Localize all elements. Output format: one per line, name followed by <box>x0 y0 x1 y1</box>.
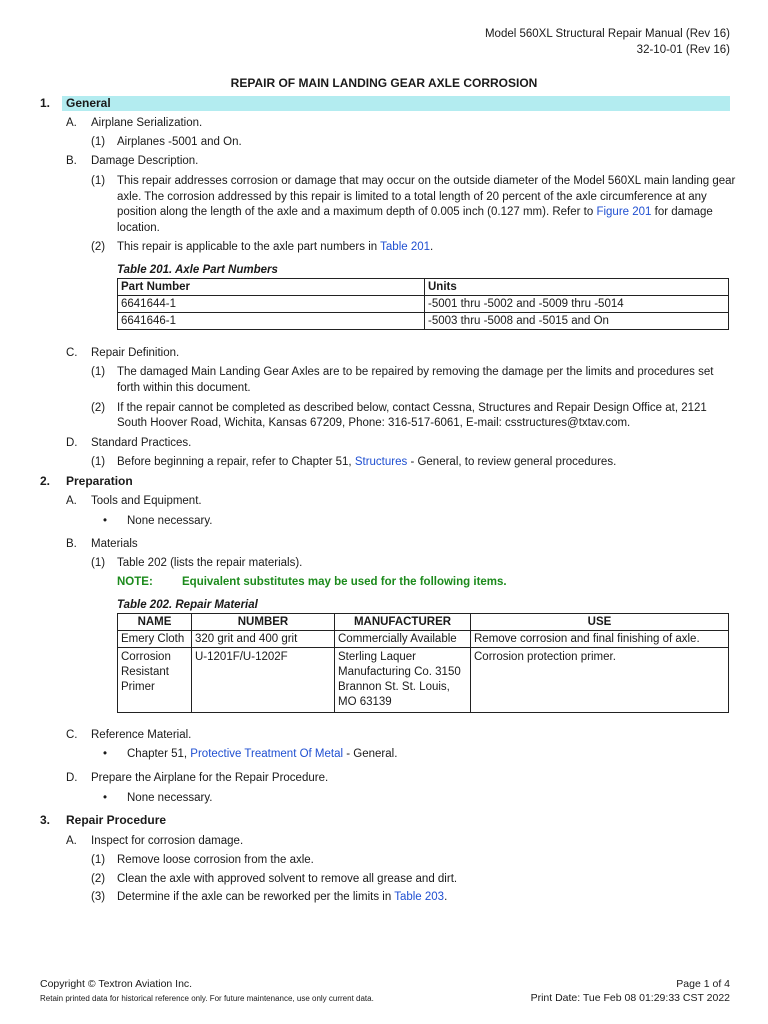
s2c-label: C. <box>66 729 78 741</box>
manual-title: Model 560XL Structural Repair Manual (Rev 16) <box>484 28 730 40</box>
table-cell: Corrosion protection primer. <box>471 648 729 713</box>
s2b-1-num: (1) <box>91 557 106 569</box>
section-number: 32-10-01 (Rev 16) <box>636 44 730 56</box>
table-cell: 6641646-1 <box>118 313 425 330</box>
bullet: • <box>103 792 108 804</box>
s1d-1-text: Before beginning a repair, refer to Chapter 51, Structures - General, to review general procedures. <box>117 456 617 468</box>
table-row <box>118 631 729 648</box>
bullet: • <box>103 515 108 527</box>
section-1-number: 1. <box>40 96 51 110</box>
s1b-label: B. <box>66 155 77 167</box>
s2c-text: Reference Material. <box>91 729 192 741</box>
table-201-header-units: Units <box>425 279 729 296</box>
page-number: Page 1 of 4 <box>676 978 730 990</box>
s1b-1-line1: This repair addresses corrosion or damage that may occur on the outside diameter of the Model 560XL main landing gear <box>117 175 736 187</box>
section-2-title: Preparation <box>66 474 133 488</box>
s2d-text: Prepare the Airplane for the Repair Procedure. <box>91 772 329 784</box>
s2b-label: B. <box>66 538 77 550</box>
s1c-1-line2: forth within this document. <box>117 382 251 394</box>
table-cell: 320 grit and 400 grit <box>192 631 335 648</box>
s1a-1-num: (1) <box>91 136 106 148</box>
s1b-1-line3: position along the length of the axle and a maximum depth of 0.005 inch (0.127 mm). Refer to Figure 201 for damage <box>117 206 713 218</box>
figure-201-link[interactable]: Figure 201 <box>596 206 652 218</box>
table-203-link[interactable]: Table 203 <box>394 891 445 903</box>
table-row <box>118 296 729 313</box>
s1b-2-num: (2) <box>91 241 106 253</box>
s1a-1-text: Airplanes -5001 and On. <box>117 136 242 148</box>
s2a-label: A. <box>66 495 77 507</box>
table-row <box>118 313 729 330</box>
table-202-header-number: NUMBER <box>192 614 335 631</box>
note-text: Equivalent substitutes may be used for the following items. <box>182 576 507 588</box>
table-201-header-part: Part Number <box>118 279 425 296</box>
s1c-2-line1: If the repair cannot be completed as described below, contact Cessna, Structures and Repair Design Office at, 2121 <box>117 402 707 414</box>
table-cell: -5001 thru -5002 and -5009 thru -5014 <box>425 296 729 313</box>
s1c-text: Repair Definition. <box>91 347 180 359</box>
s1c-2-num: (2) <box>91 402 106 414</box>
table-cell: Sterling Laquer Manufacturing Co. 3150 Brannon St. St. Louis, MO 63139 <box>335 648 471 713</box>
print-date: Print Date: Tue Feb 08 01:29:33 CST 2022 <box>530 992 730 1004</box>
s2d-bullet-text: None necessary. <box>127 792 213 804</box>
s3a-3-num: (3) <box>91 891 106 903</box>
table-202-header-name: NAME <box>118 614 192 631</box>
s3a-1-num: (1) <box>91 854 106 866</box>
table-202-header-manufacturer: MANUFACTURER <box>335 614 471 631</box>
s1b-1-line2: axle. The corrosion addressed by this repair is limited to a total length of 20 percent of the axle circumference at any <box>117 191 707 203</box>
s3a-1-text: Remove loose corrosion from the axle. <box>117 854 314 866</box>
s3a-3-text: Determine if the axle can be reworked per the limits in Table 203. <box>117 891 448 903</box>
bullet: • <box>103 748 108 760</box>
structures-link[interactable]: Structures <box>354 456 408 468</box>
table-row <box>118 648 729 713</box>
s1b-text: Damage Description. <box>91 155 199 167</box>
s1c-label: C. <box>66 347 78 359</box>
page-title: REPAIR OF MAIN LANDING GEAR AXLE CORROSION <box>230 76 538 90</box>
s3a-2-num: (2) <box>91 873 106 885</box>
section-highlight <box>62 96 730 111</box>
table-202-header-use: USE <box>471 614 729 631</box>
table-cell: -5003 thru -5008 and -5015 and On <box>425 313 729 330</box>
s1c-2-line2: South Hoover Road, Wichita, Kansas 67209, Phone: 316-517-6061, E-mail: csstructures@txtav.com. <box>117 417 631 429</box>
table-cell: Corrosion Resistant Primer <box>118 648 192 713</box>
table-cell: Remove corrosion and final finishing of axle. <box>471 631 729 648</box>
s3a-text: Inspect for corrosion damage. <box>91 835 244 847</box>
s1b-1-line4: location. <box>117 222 160 234</box>
section-2-number: 2. <box>40 474 51 488</box>
copyright: Copyright © Textron Aviation Inc. <box>40 978 193 990</box>
note-label: NOTE: <box>117 576 153 588</box>
s1d-text: Standard Practices. <box>91 437 192 449</box>
table-cell: Emery Cloth <box>118 631 192 648</box>
s2d-label: D. <box>66 772 78 784</box>
s1c-1-line1: The damaged Main Landing Gear Axles are to be repaired by removing the damage per the limits and procedures set <box>117 366 714 378</box>
table-201-caption: Table 201. Axle Part Numbers <box>117 264 278 276</box>
s2b-text: Materials <box>91 538 138 550</box>
table-cell: 6641644-1 <box>118 296 425 313</box>
table-202-caption: Table 202. Repair Material <box>117 599 258 611</box>
retain-notice: Retain printed data for historical reference only. For future maintenance, use only current data. <box>40 994 374 1003</box>
s2a-text: Tools and Equipment. <box>91 495 202 507</box>
s2a-bullet-text: None necessary. <box>127 515 213 527</box>
table-201 <box>117 278 729 330</box>
table-202 <box>117 613 729 713</box>
s1d-label: D. <box>66 437 78 449</box>
section-1-title: General <box>66 96 111 110</box>
s1c-1-num: (1) <box>91 366 106 378</box>
section-3-title: Repair Procedure <box>66 813 167 827</box>
s2c-bullet-text: Chapter 51, Protective Treatment Of Metal - General. <box>127 748 398 760</box>
protective-treatment-link[interactable]: Protective Treatment Of Metal <box>190 748 344 760</box>
s1b-2-text: This repair is applicable to the axle part numbers in Table 201. <box>117 241 434 253</box>
table-cell: U-1201F/U-1202F <box>192 648 335 713</box>
table-201-link[interactable]: Table 201 <box>380 241 431 253</box>
table-cell: Commercially Available <box>335 631 471 648</box>
s2b-1-text: Table 202 (lists the repair materials). <box>117 557 303 569</box>
s1a-text: Airplane Serialization. <box>91 117 203 129</box>
s1d-1-num: (1) <box>91 456 106 468</box>
s1b-1-num: (1) <box>91 175 106 187</box>
section-3-number: 3. <box>40 813 51 827</box>
s3a-label: A. <box>66 835 77 847</box>
s1a-label: A. <box>66 117 77 129</box>
s3a-2-text: Clean the axle with approved solvent to remove all grease and dirt. <box>117 873 458 885</box>
